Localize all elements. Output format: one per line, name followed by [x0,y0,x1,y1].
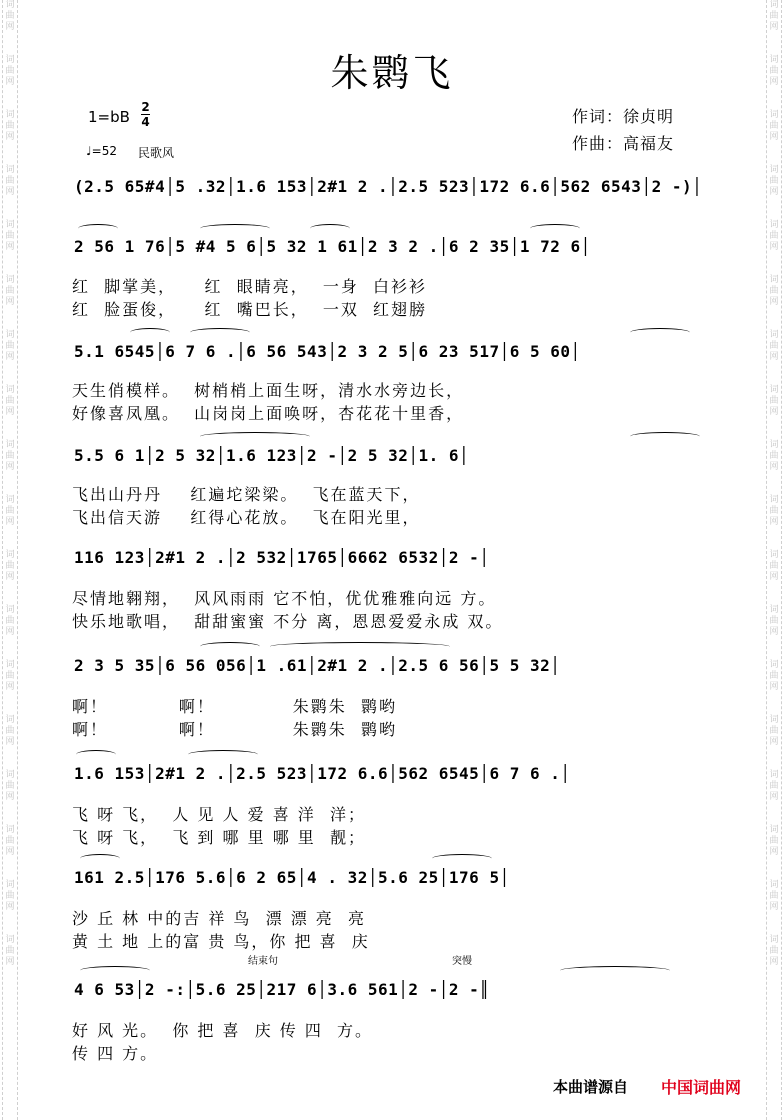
system-2-lyric-2: 红 脸蛋俊， 红 嘴巴长， 一双 红翅膀 [72,300,428,319]
footer-source: 本曲谱源自 [553,1078,629,1096]
watermark-right: 词 曲 网 词 曲 网 词 曲 网 词 曲 网 词 曲 网 词 曲 网 词 曲 网 词 曲 网 词 曲 网 词 曲 网 词 曲 网 词 曲 网 词 曲 网 词 曲 网 词 曲 网 词 曲 网 词 曲 网 词 曲 网 [766,0,782,1120]
system-4-lyric-1: 飞出山丹丹 红遍坨梁梁。 飞在蓝天下， [72,485,421,504]
system-3-notes: 5.1 6545│6 7 6 .│6 56 543│2 3 2 5│6 23 517│6 5 60│ [74,342,710,361]
lyricist-credit: 作词：徐贞明 [572,107,675,126]
slow-mark: 突慢 [452,956,472,967]
time-signature [141,101,150,128]
composer-credit: 作曲：高福友 [572,134,675,153]
system-7-lyric-2: 飞 呀 飞， 飞 到 哪 里 哪 里 靓； [72,828,366,847]
system-5-lyric-1: 尽情地翱翔， 风风雨雨 它不怕，优优雅雅向远 方。 [72,589,497,608]
time-bottom: 4 [141,115,150,129]
system-4-notes: 5.5 6 1│2 5 32│1.6 123│2 -│2 5 32│1. 6│ [74,446,710,465]
system-9-lyric-1: 好 风 光。 你 把 喜 庆 传 四 方。 [72,1021,374,1040]
system-8-lyric-1: 沙 丘 林 中的吉 祥 鸟 漂 漂 亮 亮 [72,909,366,928]
system-6-lyric-1: 啊！ 啊！ 朱鹮朱 鹮哟 [72,697,397,716]
system-7-lyric-1: 飞 呀 飞， 人 见 人 爱 喜 洋 洋； [72,805,366,824]
key-signature: 1=bB [88,108,130,126]
system-7-notes: 1.6 153│2#1 2 .│2.5 523│172 6.6│562 6545│6 7 6 .│ [74,764,710,783]
system-3-lyric-1: 天生俏模样。 树梢梢上面生呀，清水水旁边长， [72,381,465,400]
system-2-lyric-1: 红 脚掌美， 红 眼睛亮， 一身 白衫衫 [72,277,428,296]
tempo-marking: ♩=52 [86,144,117,158]
song-title: 朱鹮飞 [330,51,454,95]
system-5-lyric-2: 快乐地歌唱， 甜甜蜜蜜 不分 离，恩恩爱爱永成 双。 [72,612,504,631]
system-9-lyric-2: 传 四 方。 [72,1044,159,1063]
system-8-notes: 161 2.5│176 5.6│6 2 65│4 . 32│5.6 25│176 5│ [74,868,710,887]
system-5-notes: 116 123│2#1 2 .│2 532│1765│6662 6532│2 -│ [74,548,710,567]
system-9-notes: 4 6 53│2 -:│5.6 25│217 6│3.6 561│2 -│2 -║ [74,980,710,999]
system-2-notes: 2 56 1 76│5 #4 5 6│5 32 1 61│2 3 2 .│6 2 35│1 72 6│ [74,237,710,256]
ending-mark: 结束句 [248,956,278,967]
system-6-notes: 2 3 5 35│6 56 056│1 .61│2#1 2 .│2.5 6 56│5 5 32│ [74,656,710,675]
time-top: 2 [141,100,150,114]
system-3-lyric-2: 好像喜凤凰。 山岗岗上面唤呀，杏花花十里香， [72,404,465,423]
watermark-left: 词 曲 网 词 曲 网 词 曲 网 词 曲 网 词 曲 网 词 曲 网 词 曲 网 词 曲 网 词 曲 网 词 曲 网 词 曲 网 词 曲 网 词 曲 网 词 曲 网 词 曲 网 词 曲 网 词 曲 网 词 曲 网 [2,0,18,1120]
system-6-lyric-2: 啊！ 啊！ 朱鹮朱 鹮哟 [72,720,397,739]
system-1-notes: (2.5 65#4│5 .32│1.6 153│2#1 2 .│2.5 523│172 6.6│562 6543│2 -)│ [74,177,710,196]
system-8-lyric-2: 黄 土 地 上的富 贵 鸟，你 把 喜 庆 [72,932,370,951]
style-marking: 民歌风 [138,146,175,160]
system-4-lyric-2: 飞出信天游 红得心花放。 飞在阳光里， [72,508,421,527]
footer-site[interactable]: 中国词曲网 [661,1078,742,1097]
